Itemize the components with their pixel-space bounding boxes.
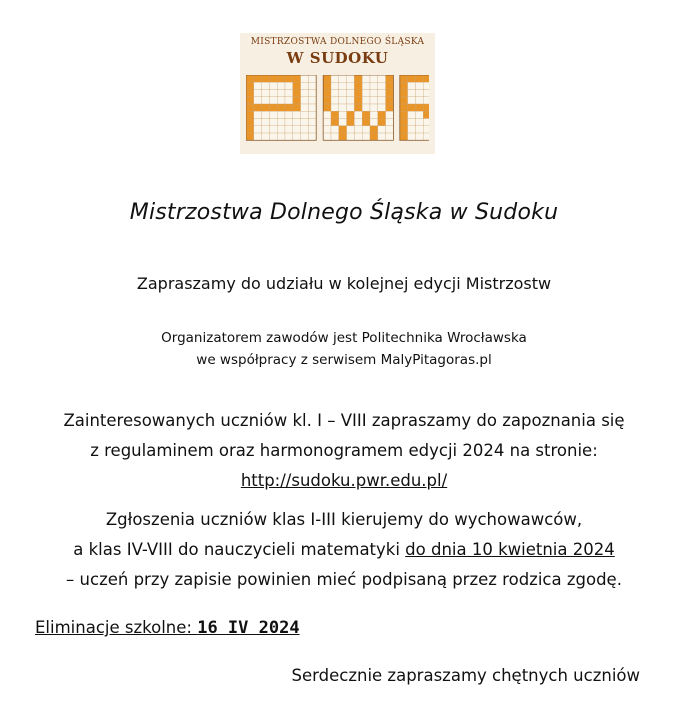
logo-grid-cell — [408, 119, 416, 126]
logo-grid-cell — [301, 111, 309, 118]
logo-grid-cell — [269, 126, 277, 133]
logo-grid-cell — [378, 97, 386, 104]
logo-grid-cell — [362, 104, 370, 111]
logo-grid-cell — [254, 82, 262, 89]
logo-grid-cell — [293, 82, 301, 89]
registration-line-2-prefix: a klas IV-VIII do nauczycieli matematyki — [73, 540, 406, 559]
invitation-text: Zapraszamy do udziału w kolejnej edycji Mistrzostw — [136, 274, 552, 293]
logo-grid-cell — [293, 126, 301, 133]
logo-grid-cell — [277, 111, 285, 118]
logo-grid-cell — [362, 82, 370, 89]
logo-grid-cell — [331, 126, 339, 133]
logo-grid-cell — [347, 75, 355, 82]
logo-grid-cell — [347, 104, 355, 111]
logo-grid-w — [323, 75, 393, 140]
logo-grid-cell — [339, 119, 347, 126]
logo-grid-cell — [347, 119, 355, 126]
logo-grid-cell — [331, 104, 339, 111]
logo-grid-cell — [246, 82, 254, 89]
logo-grid-cell — [308, 126, 316, 133]
logo-grid-cell — [323, 97, 331, 104]
logo-grid-cell — [408, 82, 416, 89]
logo-grid-cell — [415, 133, 423, 140]
logo-grid-cell — [423, 90, 429, 97]
organizer-line-2: we współpracy z serwisem MalyPitagoras.pl — [196, 352, 492, 368]
logo-grid-cell — [308, 75, 316, 82]
logo-grid-cell — [269, 133, 277, 140]
logo-grid-cell — [370, 111, 378, 118]
logo-grid-cell — [423, 119, 429, 126]
logo-grid-cell — [262, 97, 270, 104]
logo-grid-cell — [269, 104, 277, 111]
logo-grid-cell — [423, 133, 429, 140]
logo-grid-cell — [362, 75, 370, 82]
logo-grid-cell — [301, 82, 309, 89]
logo-grid-cell — [386, 90, 394, 97]
logo-grid-cell — [423, 104, 429, 111]
logo-grid-cell — [301, 90, 309, 97]
logo-grid-cell — [378, 104, 386, 111]
logo-grid-cell — [277, 119, 285, 126]
logo-grid-cell — [339, 97, 347, 104]
logo-grid-cell — [378, 126, 386, 133]
logo-grid-cell — [254, 75, 262, 82]
logo-grid-cell — [378, 75, 386, 82]
logo-grid-cell — [339, 75, 347, 82]
logo-grid-cell — [269, 111, 277, 118]
logo-grid-cell — [262, 119, 270, 126]
logo-grid-cell — [400, 97, 408, 104]
logo-grid-cell — [339, 111, 347, 118]
logo-grid-cell — [277, 82, 285, 89]
logo-grid-cell — [301, 133, 309, 140]
logo-grid-cell — [277, 75, 285, 82]
logo-grid-cell — [386, 97, 394, 104]
logo-grid-cell — [293, 104, 301, 111]
logo-grid-cell — [415, 119, 423, 126]
logo-grid-cell — [339, 104, 347, 111]
logo-grid-cell — [386, 133, 394, 140]
logo-grid-cell — [262, 111, 270, 118]
logo-grid-cell — [277, 104, 285, 111]
logo-grid-cell — [246, 119, 254, 126]
logo-grid-cell — [308, 111, 316, 118]
logo-grid-cell — [323, 111, 331, 118]
logo-grid-cell — [308, 97, 316, 104]
logo-grid-cell — [370, 119, 378, 126]
logo-grid-cell — [246, 104, 254, 111]
logo-grid-cell — [362, 126, 370, 133]
regulations-link[interactable]: http://sudoku.pwr.edu.pl/ — [240, 471, 448, 490]
logo-grid-cell — [339, 126, 347, 133]
logo-grid-cell — [400, 104, 408, 111]
logo-grid-cell — [423, 75, 429, 82]
logo-grid-cell — [269, 97, 277, 104]
logo-grid-cell — [339, 133, 347, 140]
logo-grid-cell — [285, 104, 293, 111]
logo-grid-cell — [293, 75, 301, 82]
registration-deadline: do dnia 10 kwietnia 2024 — [405, 540, 615, 559]
logo-grid-cell — [386, 111, 394, 118]
logo-grid-cell — [400, 119, 408, 126]
logo-grid-cell — [293, 133, 301, 140]
logo-grid-cell — [269, 75, 277, 82]
logo-grid-cell — [347, 82, 355, 89]
logo-grid-cell — [408, 90, 416, 97]
logo-grid-cell — [293, 119, 301, 126]
logo-grid-cell — [347, 90, 355, 97]
logo-grid-cell — [378, 111, 386, 118]
logo-grid-cell — [408, 104, 416, 111]
logo-grid-cell — [285, 126, 293, 133]
logo-grid-cell — [254, 104, 262, 111]
registration-line-1: Zgłoszenia uczniów klas I-III kierujemy do wychowawców, — [105, 510, 583, 529]
organizer-line-1: Organizatorem zawodów jest Politechnika Wrocławska — [161, 330, 527, 346]
logo-sudoku-grids — [246, 75, 429, 148]
logo-grid-cell — [246, 97, 254, 104]
logo-grid-cell — [386, 75, 394, 82]
logo-grid-cell — [400, 82, 408, 89]
logo-grid-cell — [415, 82, 423, 89]
logo-grid-cell — [415, 90, 423, 97]
logo-grid-cell — [269, 119, 277, 126]
logo-grid-cell — [254, 126, 262, 133]
logo-grid-cell — [323, 126, 331, 133]
logo-grid-cell — [339, 90, 347, 97]
logo-grid-cell — [362, 133, 370, 140]
logo-grid-cell — [415, 126, 423, 133]
logo-grid-cell — [378, 90, 386, 97]
logo-grid-cell — [323, 119, 331, 126]
registration-line-2 — [0, 540, 688, 559]
logo-grid-cell — [331, 90, 339, 97]
logo-grid-cell — [308, 133, 316, 140]
logo-grid-r — [400, 75, 429, 140]
logo-grid-cell — [370, 82, 378, 89]
logo-grid-cell — [408, 126, 416, 133]
logo-grid-cell — [293, 97, 301, 104]
logo-grid-cell — [277, 133, 285, 140]
logo-grid-cell — [308, 82, 316, 89]
logo-grid-cell — [262, 82, 270, 89]
logo-grid-cell — [323, 90, 331, 97]
logo-grid-cell — [415, 111, 423, 118]
logo-grid-cell — [285, 133, 293, 140]
logo-grid-cell — [347, 126, 355, 133]
logo-grid-cell — [293, 90, 301, 97]
eliminations-label: Eliminacje szkolne: — [35, 618, 198, 637]
logo-grid-cell — [323, 133, 331, 140]
logo-grid-cell — [370, 133, 378, 140]
logo-grid-cell — [262, 75, 270, 82]
logo-grid-cell — [277, 126, 285, 133]
logo-grid-cell — [269, 90, 277, 97]
logo-title: MISTRZOSTWA DOLNEGO ŚLĄSKA — [250, 37, 425, 47]
logo-grid-cell — [362, 97, 370, 104]
info-line-3 — [0, 471, 688, 490]
logo-grid-cell — [331, 75, 339, 82]
logo-grid-cell — [262, 133, 270, 140]
logo-grid-cell — [362, 90, 370, 97]
logo-grid-cell — [354, 82, 362, 89]
logo-grid-cell — [354, 133, 362, 140]
logo-grid-cell — [354, 126, 362, 133]
logo-grid-cell — [354, 90, 362, 97]
logo-grid-cell — [354, 119, 362, 126]
logo-grid-cell — [301, 97, 309, 104]
logo-grid-cell — [400, 111, 408, 118]
logo-grid-graphic — [246, 75, 429, 148]
logo-grid-cell — [262, 104, 270, 111]
logo-grid-cell — [408, 75, 416, 82]
logo-grid-cell — [285, 97, 293, 104]
logo-grid-cell — [308, 90, 316, 97]
logo-grid-cell — [370, 75, 378, 82]
logo-grid-cell — [323, 82, 331, 89]
logo-grid-cell — [400, 133, 408, 140]
logo-grid-cell — [323, 104, 331, 111]
logo-grid-cell — [362, 111, 370, 118]
logo-grid-cell — [386, 104, 394, 111]
eliminations-date: 16 IV 2024 — [197, 618, 300, 638]
logo-grid-cell — [285, 111, 293, 118]
logo-grid-cell — [262, 126, 270, 133]
logo-grid-cell — [246, 111, 254, 118]
logo-grid-cell — [378, 82, 386, 89]
logo-grid-cell — [254, 133, 262, 140]
logo-grid-cell — [246, 90, 254, 97]
logo-grid-cell — [386, 82, 394, 89]
logo-grid-cell — [370, 104, 378, 111]
logo-grid-cell — [370, 126, 378, 133]
logo-grid-cell — [354, 111, 362, 118]
page-title: Mistrzostwa Dolnego Śląska w Sudoku — [129, 200, 559, 225]
logo-grid-cell — [331, 119, 339, 126]
logo-grid-cell — [301, 75, 309, 82]
logo-grid-cell — [246, 126, 254, 133]
registration-line-3: – uczeń przy zapisie powinien mieć podpisaną przez rodzica zgodę. — [66, 570, 622, 589]
logo-grid-cell — [378, 133, 386, 140]
logo-grid-cell — [301, 104, 309, 111]
logo-grid-cell — [354, 97, 362, 104]
eliminations-info — [35, 618, 300, 638]
logo-grid-cell — [331, 133, 339, 140]
logo-grid-cell — [308, 119, 316, 126]
logo-grid-cell — [408, 111, 416, 118]
logo-grid-cell — [408, 133, 416, 140]
logo-grid-cell — [269, 82, 277, 89]
logo-grid-cell — [285, 90, 293, 97]
logo-grid-cell — [347, 111, 355, 118]
logo-grid-cell — [423, 126, 429, 133]
logo-grid-cell — [301, 126, 309, 133]
logo-grid-cell — [262, 90, 270, 97]
logo-grid-cell — [347, 97, 355, 104]
logo-grid-cell — [285, 75, 293, 82]
logo-grid-cell — [400, 126, 408, 133]
logo-grid-cell — [331, 97, 339, 104]
info-line-2: z regulaminem oraz harmonogramem edycji 2024 na stronie: — [90, 441, 598, 460]
logo-grid-cell — [339, 82, 347, 89]
logo-grid-p — [246, 75, 316, 140]
logo-grid-cell — [331, 111, 339, 118]
logo-grid-cell — [277, 97, 285, 104]
logo-grid-cell — [354, 75, 362, 82]
logo-grid-cell — [423, 111, 429, 118]
logo-grid-cell — [308, 104, 316, 111]
logo-grid-cell — [254, 90, 262, 97]
logo-subtitle: W SUDOKU — [286, 49, 389, 67]
logo-grid-cell — [362, 119, 370, 126]
logo-grid-cell — [415, 75, 423, 82]
logo-grid-cell — [293, 111, 301, 118]
logo-grid-cell — [331, 82, 339, 89]
logo-grid-cell — [301, 119, 309, 126]
logo-grid-cell — [415, 97, 423, 104]
logo-grid-cell — [408, 97, 416, 104]
logo-grid-cell — [285, 82, 293, 89]
info-line-1: Zainteresowanych uczniów kl. I – VIII zapraszamy do zapoznania się — [63, 411, 625, 430]
logo-grid-cell — [254, 119, 262, 126]
logo-grid-cell — [246, 133, 254, 140]
logo-grid-cell — [423, 82, 429, 89]
logo-grid-cell — [400, 75, 408, 82]
logo-grid-cell — [423, 97, 429, 104]
logo-grid-cell — [415, 104, 423, 111]
logo-grid-cell — [254, 111, 262, 118]
logo-grid-cell — [254, 97, 262, 104]
logo-grid-cell — [277, 90, 285, 97]
logo-grid-cell — [378, 119, 386, 126]
logo-grid-cell — [370, 90, 378, 97]
logo-grid-cell — [354, 104, 362, 111]
sudoku-logo — [240, 33, 435, 154]
closing-text: Serdecznie zapraszamy chętnych uczniów — [291, 666, 640, 685]
logo-grid-cell — [386, 119, 394, 126]
logo-grid-cell — [285, 119, 293, 126]
logo-grid-cell — [400, 90, 408, 97]
logo-grid-cell — [323, 75, 331, 82]
logo-grid-cell — [386, 126, 394, 133]
logo-grid-cell — [370, 97, 378, 104]
logo-grid-cell — [347, 133, 355, 140]
logo-grid-cell — [246, 75, 254, 82]
